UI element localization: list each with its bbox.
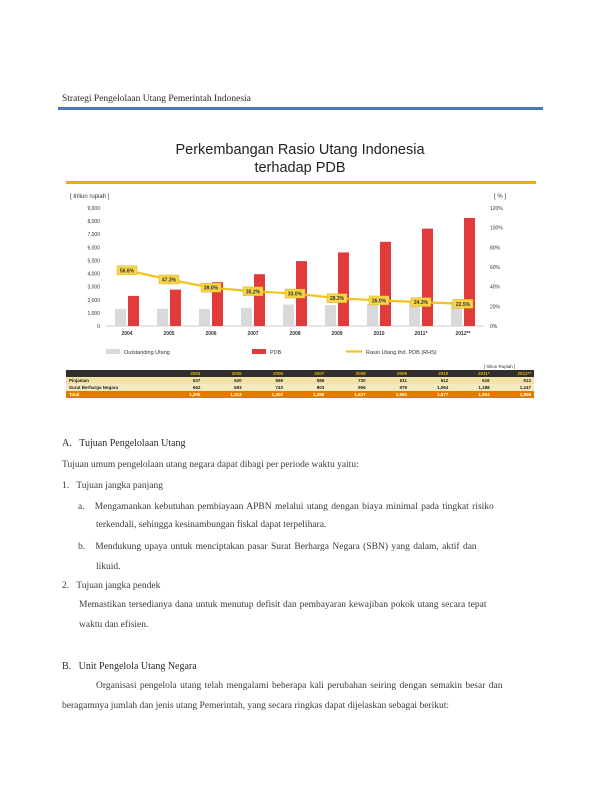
table-header-cell: 2012**: [493, 370, 534, 377]
table-cell: 637: [162, 377, 203, 384]
y2-tick-label: 80%: [490, 245, 501, 252]
bar-outstanding-utang: [367, 304, 378, 326]
table-cell: 1,677: [410, 391, 451, 398]
ratio-data-label: 26.0%: [371, 298, 387, 305]
table-row-label: Pinjaman: [66, 377, 162, 384]
list-item-2-line2: waktu dan efisien.: [79, 620, 149, 630]
y-tick-label: 6,000: [87, 245, 100, 252]
y-tick-label: 3,000: [87, 284, 100, 291]
right-axis-label: [ % ]: [494, 194, 507, 200]
legend-label-pdb: PDB: [270, 350, 282, 356]
table-cell: 611: [369, 377, 410, 384]
bar-pdb: [254, 274, 265, 326]
table-cell: 1,637: [327, 391, 368, 398]
table-row: [66, 377, 534, 384]
section-b-paragraph-line1: Organisasi pengelola utang telah mengalami beberapa kali perubahan seiring dengan semakin besar dan: [96, 681, 503, 691]
bar-pdb: [380, 242, 391, 326]
bar-pdb: [170, 290, 181, 326]
table-header-cell: 2008: [327, 370, 368, 377]
x-tick-label: 2009: [331, 331, 343, 337]
legend-label-outstanding: Outstanding Utang: [124, 350, 170, 356]
y2-tick-label: 20%: [490, 304, 501, 311]
table-header-cell: 2007: [286, 370, 327, 377]
bar-pdb: [128, 296, 139, 326]
y-tick-label: 5,000: [87, 258, 100, 265]
list-item-2: 2. Tujuan jangka pendek: [62, 581, 161, 591]
y-tick-label: 9,000: [87, 206, 100, 212]
table-cell: 1,591: [369, 391, 410, 398]
table-row: [66, 391, 534, 398]
bar-outstanding-utang: [157, 309, 168, 326]
table-cell: 1,247: [493, 384, 534, 391]
y-tick-label: 1,000: [87, 310, 100, 317]
left-axis-label: [ triliun rupiah ]: [70, 194, 110, 200]
table-cell: 612: [493, 377, 534, 384]
y-tick-label: 0: [97, 324, 100, 330]
table-cell: 620: [203, 377, 244, 384]
section-b-paragraph-line2: beragamnya jumlah dan jenis utang Pemerintah, yang secara ringkas dapat dijelaskan sebagai berikut:: [62, 701, 449, 711]
table-header-row: [66, 370, 534, 377]
debt-composition-table: [66, 370, 534, 398]
header-rule: [58, 107, 543, 110]
x-tick-label: 2008: [289, 331, 301, 337]
y-tick-label: 8,000: [87, 219, 100, 226]
table-header-cell: 2010: [410, 370, 451, 377]
table-cell: 1,804: [451, 391, 492, 398]
y2-tick-label: 120%: [490, 206, 503, 212]
intro-paragraph: Tujuan umum pengelolaan utang negara dapat dibagi per periode waktu yaitu:: [62, 460, 359, 470]
chart-title-line2: terhadap PDB: [254, 160, 346, 176]
table-cell: 906: [327, 384, 368, 391]
bar-outstanding-utang: [199, 309, 210, 326]
table-cell: 1,302: [245, 391, 286, 398]
ratio-data-label: 28.3%: [329, 296, 345, 303]
list-item-1b-line2: likuid.: [96, 562, 121, 572]
ratio-data-label: 33.0%: [287, 291, 303, 298]
list-item-1b-line1: b. Mendukung upaya untuk menciptakan pasar Surat Berharga Negara (SBN) yang dalam, aktif dan: [78, 542, 477, 552]
list-item-1a-line2: terkendali, sehingga kesinambungan fiskal dapat terpelihara.: [96, 520, 327, 530]
y2-tick-label: 40%: [490, 284, 501, 291]
table-row-label: Surat Berharga Negara: [66, 384, 162, 391]
section-b-heading: B. Unit Pengelola Utang Negara: [62, 661, 197, 672]
table-cell: 559: [245, 377, 286, 384]
ratio-data-label: 22.5%: [455, 301, 471, 308]
table-cell: 730: [327, 377, 368, 384]
debt-ratio-chart: [66, 184, 536, 362]
running-header: Strategi Pengelolaan Utang Pemerintah Indonesia: [62, 94, 251, 104]
table-cell: 612: [410, 377, 451, 384]
table-cell: 1,188: [451, 384, 492, 391]
bar-outstanding-utang: [283, 305, 294, 326]
table-header-cell: 2004: [162, 370, 203, 377]
x-tick-label: 2004: [121, 331, 133, 337]
ratio-data-label: 35.2%: [245, 289, 261, 296]
list-item-1: 1. Tujuan jangka panjang: [62, 481, 163, 491]
x-tick-label: 2012**: [455, 331, 471, 337]
legend-swatch-outstanding: [106, 349, 120, 354]
ratio-data-label: 47.3%: [161, 277, 177, 284]
list-item-1a-line1: a. Mengamankan kebutuhan pembiayaan APBN melalui utang dengan biaya minimal pada tingkat risiko: [78, 502, 494, 512]
table-cell: 693: [203, 384, 244, 391]
bar-outstanding-utang: [241, 308, 252, 326]
table-cell: 743: [245, 384, 286, 391]
table-header-cell: 2006: [245, 370, 286, 377]
table-header-cell: 2005: [203, 370, 244, 377]
table-cell: 616: [451, 377, 492, 384]
table-header-blank: [66, 370, 162, 377]
x-tick-label: 2010: [373, 331, 385, 337]
bar-outstanding-utang: [115, 309, 126, 326]
legend-swatch-pdb: [252, 349, 266, 354]
x-tick-label: 2005: [163, 331, 175, 337]
legend-label-ratio: Rasio Utang thd. PDB (RHS): [366, 350, 437, 356]
y2-tick-label: 100%: [490, 225, 503, 232]
ratio-data-label: 39.0%: [203, 285, 219, 292]
ratio-data-label: 56.6%: [119, 268, 135, 275]
x-tick-label: 2011*: [414, 331, 428, 337]
table-cell: 662: [162, 384, 203, 391]
table-header-cell: 2011*: [451, 370, 492, 377]
bar-outstanding-utang: [325, 305, 336, 326]
chart-title-line1: Perkembangan Rasio Utang Indonesia: [175, 142, 425, 158]
table-cell: 586: [286, 377, 327, 384]
list-item-2-line1: Memastikan tersedianya dana untuk menutup defisit dan pembayaran kewajiban pokok utang secara tepat: [79, 600, 487, 610]
section-a-heading: A. Tujuan Pengelolaan Utang: [62, 438, 186, 449]
table-cell: 1,389: [286, 391, 327, 398]
table-cell: 1,313: [203, 391, 244, 398]
table-cell: 1,299: [162, 391, 203, 398]
bar-pdb: [338, 252, 349, 326]
ratio-data-label: 24.3%: [413, 300, 429, 307]
y-tick-label: 4,000: [87, 271, 100, 278]
table-units-note: [ triliun Rupiah ]: [484, 364, 516, 369]
table-cell: 979: [369, 384, 410, 391]
table-cell: 1,064: [410, 384, 451, 391]
table-row: [66, 384, 534, 391]
table-cell: 803: [286, 384, 327, 391]
y-tick-label: 2,000: [87, 297, 100, 304]
y2-tick-label: 60%: [490, 265, 501, 271]
table-header-cell: 2009: [369, 370, 410, 377]
y2-tick-label: 0%: [490, 324, 498, 330]
y-tick-label: 7,000: [87, 232, 100, 239]
x-tick-label: 2007: [247, 331, 259, 337]
x-tick-label: 2006: [205, 331, 217, 337]
bar-pdb: [422, 229, 433, 326]
bar-pdb: [464, 218, 475, 326]
table-row-label: Total: [66, 391, 162, 398]
table-cell: 1,859: [493, 391, 534, 398]
